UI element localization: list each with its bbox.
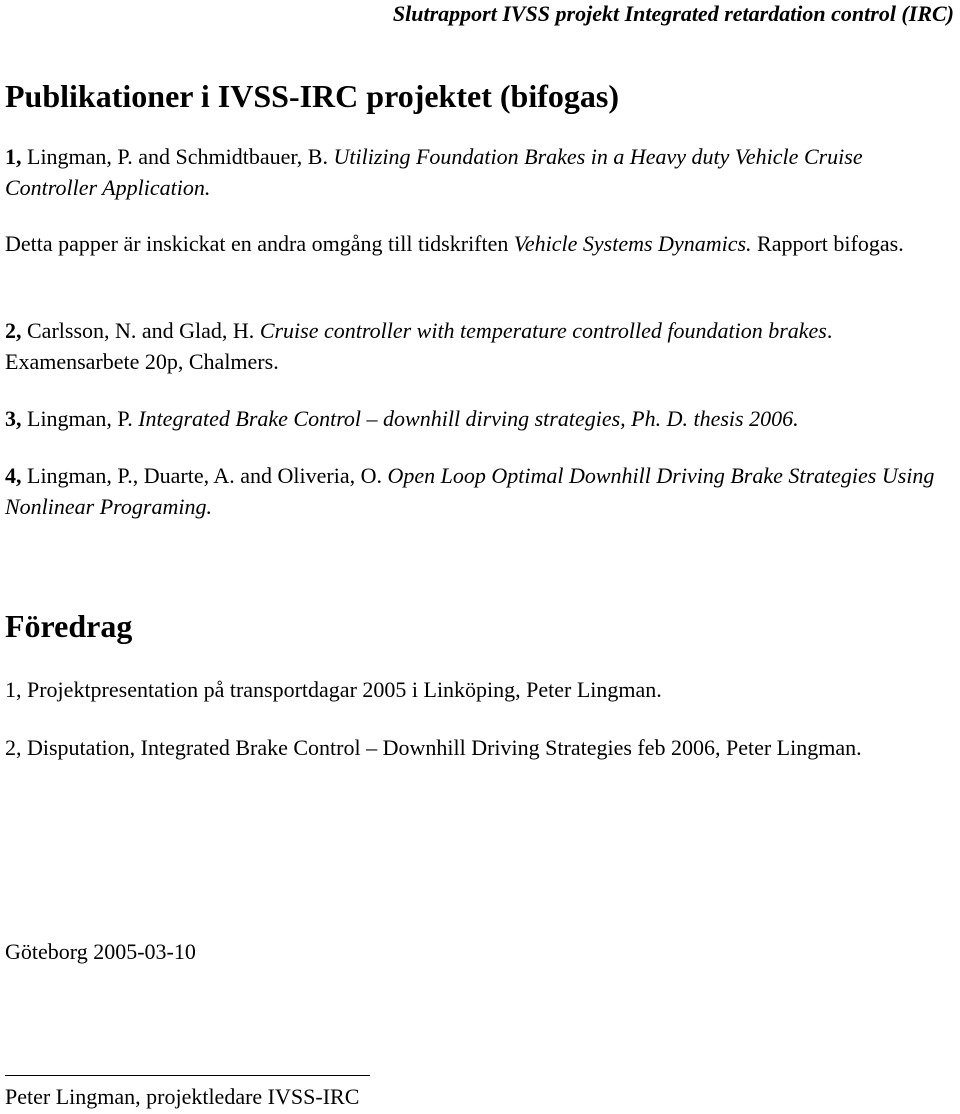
publication-note: [5, 228, 950, 259]
note-text-before: Detta papper är inskickat en andra omgång till tidskriften: [5, 231, 514, 256]
publication-authors: Lingman, P.: [21, 406, 139, 431]
publication-item-2: [5, 315, 950, 377]
publication-number: 4,: [5, 463, 22, 488]
running-header: Slutrapport IVSS projekt Integrated retardation control (IRC): [392, 1, 954, 26]
publication-number: 1,: [5, 144, 22, 169]
publication-title: Integrated Brake Control – downhill dirving strategies, Ph. D. thesis 2006.: [138, 406, 799, 431]
publication-authors: Lingman, P. and Schmidtbauer, B.: [21, 144, 334, 169]
publication-item-4: [5, 460, 950, 522]
talk-item-2: 2, Disputation, Integrated Brake Control – Downhill Driving Strategies feb 2006, Peter Lingman.: [5, 735, 862, 760]
publication-item-1: [5, 141, 950, 203]
publication-authors: Carlsson, N. and Glad, H.: [21, 318, 260, 343]
talks-heading: Föredrag: [5, 608, 133, 644]
publication-number: 3,: [5, 406, 22, 431]
publication-title: Open Loop Optimal Downhill Driving Brake Strategies Using Nonlinear Programing.: [5, 463, 935, 519]
publication-title: Cruise controller with temperature controlled foundation brakes: [259, 318, 827, 343]
note-journal: Vehicle Systems Dynamics.: [513, 231, 752, 256]
publication-number: 2,: [5, 318, 22, 343]
talk-item-1: 1, Projektpresentation på transportdagar 2005 i Linköping, Peter Lingman.: [5, 677, 662, 702]
publication-title: Utilizing Foundation Brakes in a Heavy duty Vehicle Cruise Controller Application.: [5, 144, 863, 200]
signature-line: [5, 1075, 370, 1076]
publication-item-3: [5, 403, 950, 434]
publication-rest: . Examensarbete 20p, Chalmers.: [5, 318, 833, 374]
publications-heading: Publikationer i IVSS-IRC projektet (bifogas): [5, 78, 619, 114]
place-date: Göteborg 2005-03-10: [5, 939, 196, 964]
publication-authors: Lingman, P., Duarte, A. and Oliveria, O.: [21, 463, 388, 488]
signature-name: Peter Lingman, projektledare IVSS-IRC: [5, 1084, 360, 1109]
note-text-after: Rapport bifogas.: [751, 231, 904, 256]
